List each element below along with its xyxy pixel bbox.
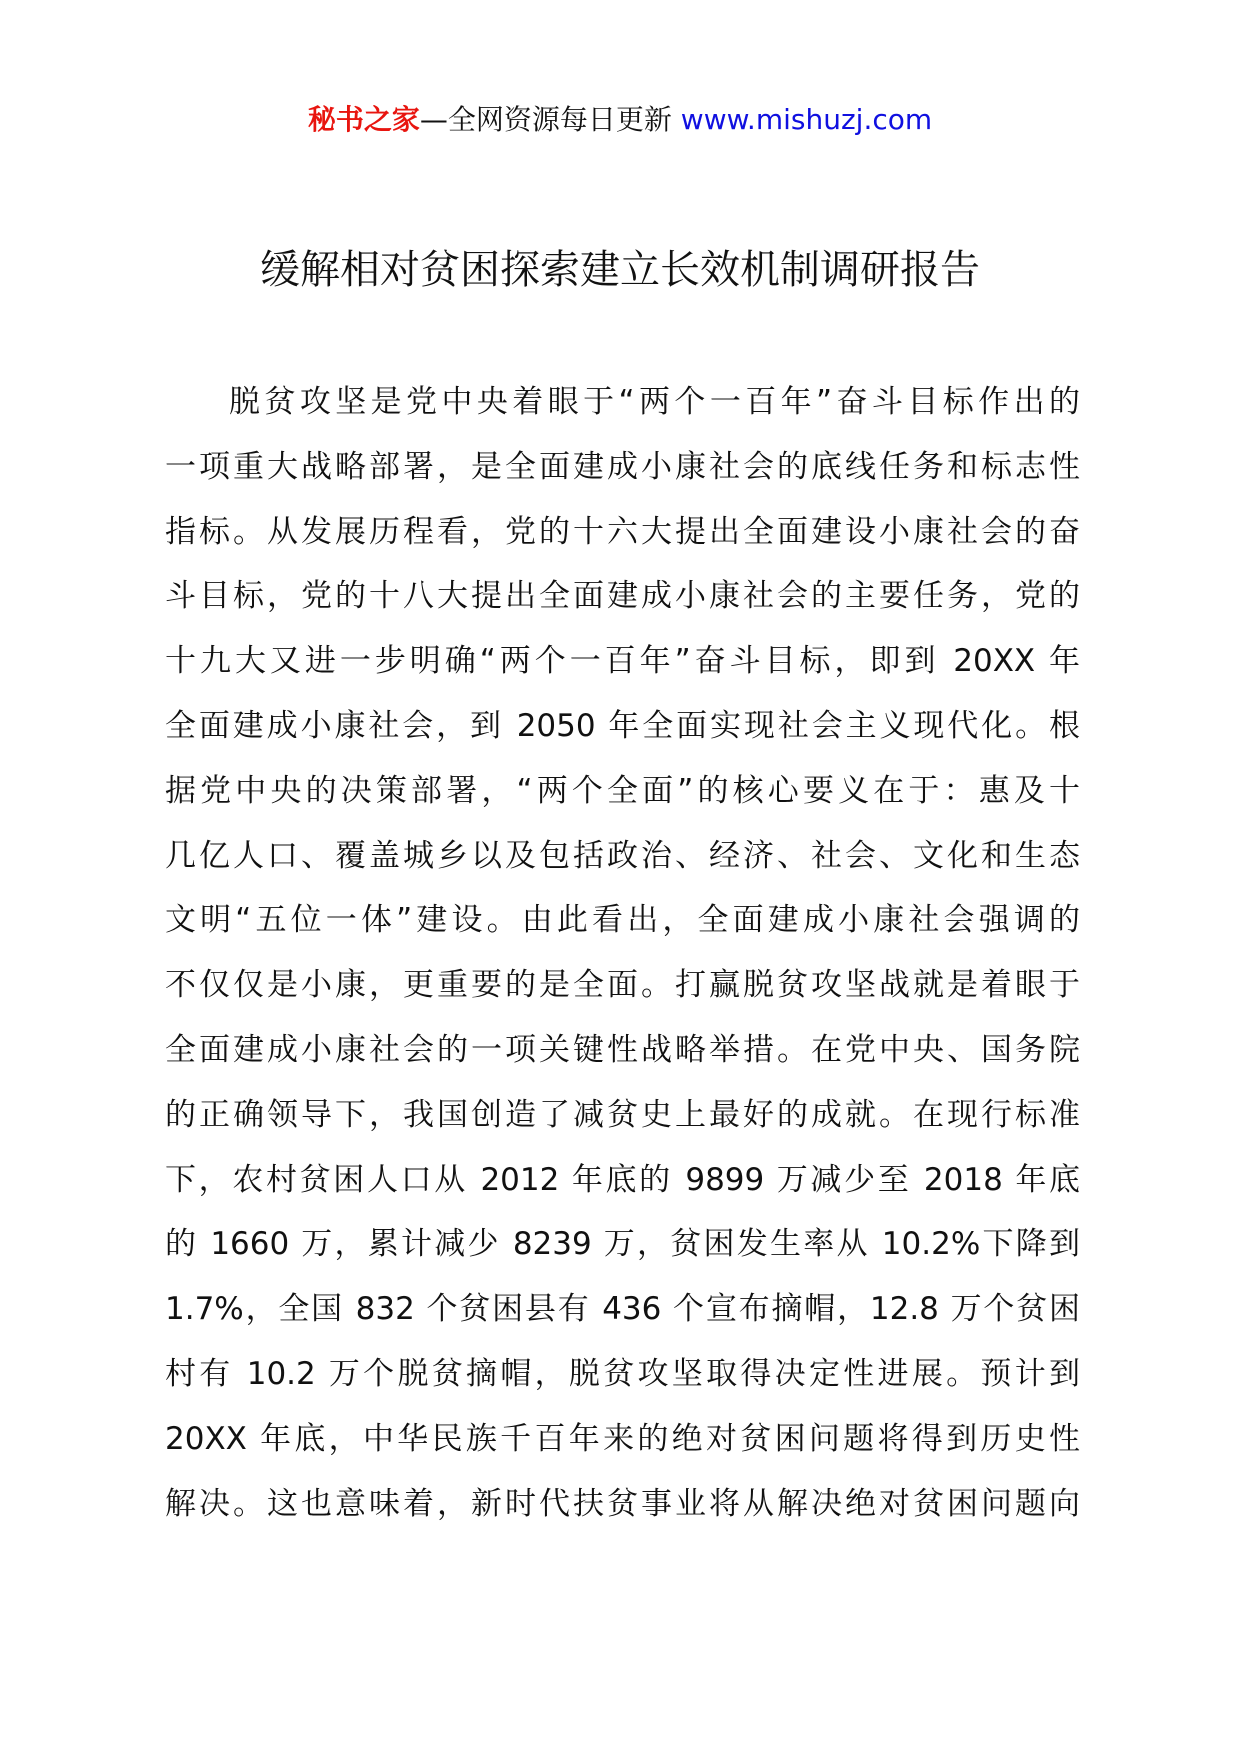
paragraph-line: 的 1660 万，累计减少 8239 万，贫困发生率从 10.2%下降到 <box>165 1226 1080 1263</box>
site-header <box>0 100 1240 140</box>
paragraph-line: 村有 10.2 万个脱贫摘帽，脱贫攻坚取得决定性进展。预计到 <box>165 1355 1080 1392</box>
document-body <box>165 370 1080 1536</box>
paragraph-line: 下，农村贫困人口从 2012 年底的 9899 万减少至 2018 年底 <box>165 1161 1080 1198</box>
paragraph-line: 不仅仅是小康，更重要的是全面。打赢脱贫攻坚战就是着眼于 <box>165 967 1080 1004</box>
paragraph-line: 十九大又进一步明确“两个一百年”奋斗目标，即到 20XX 年 <box>165 643 1080 680</box>
paragraph-line: 据党中央的决策部署，“两个全面”的核心要义在于：惠及十 <box>165 772 1080 809</box>
paragraph-line: 文明“五位一体”建设。由此看出，全面建成小康社会强调的 <box>165 902 1080 939</box>
paragraph-line: 全面建成小康社会的一项关键性战略举措。在党中央、国务院 <box>165 1031 1080 1068</box>
document-title: 缓解相对贫困探索建立长效机制调研报告 <box>260 247 980 293</box>
paragraph-line: 斗目标，党的十八大提出全面建成小康社会的主要任务，党的 <box>165 578 1080 615</box>
site-slogan: —全网资源每日更新 <box>419 103 672 136</box>
paragraph-line: 解决。这也意味着，新时代扶贫事业将从解决绝对贫困问题向 <box>165 1485 1080 1522</box>
site-url-link[interactable]: www.mishuzj.com <box>680 103 933 136</box>
paragraph-line: 几亿人口、覆盖城乡以及包括政治、经济、社会、文化和生态 <box>165 837 1080 874</box>
paragraph-line: 指标。从发展历程看，党的十六大提出全面建设小康社会的奋 <box>165 513 1080 550</box>
paragraph-line: 的正确领导下，我国创造了减贫史上最好的成就。在现行标准 <box>165 1096 1080 1133</box>
paragraph-line: 全面建成小康社会，到 2050 年全面实现社会主义现代化。根 <box>165 707 1080 744</box>
site-brand: 秘书之家 <box>307 103 420 136</box>
paragraph-line: 脱贫攻坚是党中央着眼于“两个一百年”奋斗目标作出的 <box>229 384 1080 420</box>
paragraph-line: 20XX 年底，中华民族千百年来的绝对贫困问题将得到历史性 <box>165 1420 1080 1457</box>
paragraph-line: 1.7%，全国 832 个贫困县有 436 个宣布摘帽，12.8 万个贫困 <box>165 1291 1080 1328</box>
paragraph-line: 一项重大战略部署，是全面建成小康社会的底线任务和标志性 <box>165 448 1080 485</box>
